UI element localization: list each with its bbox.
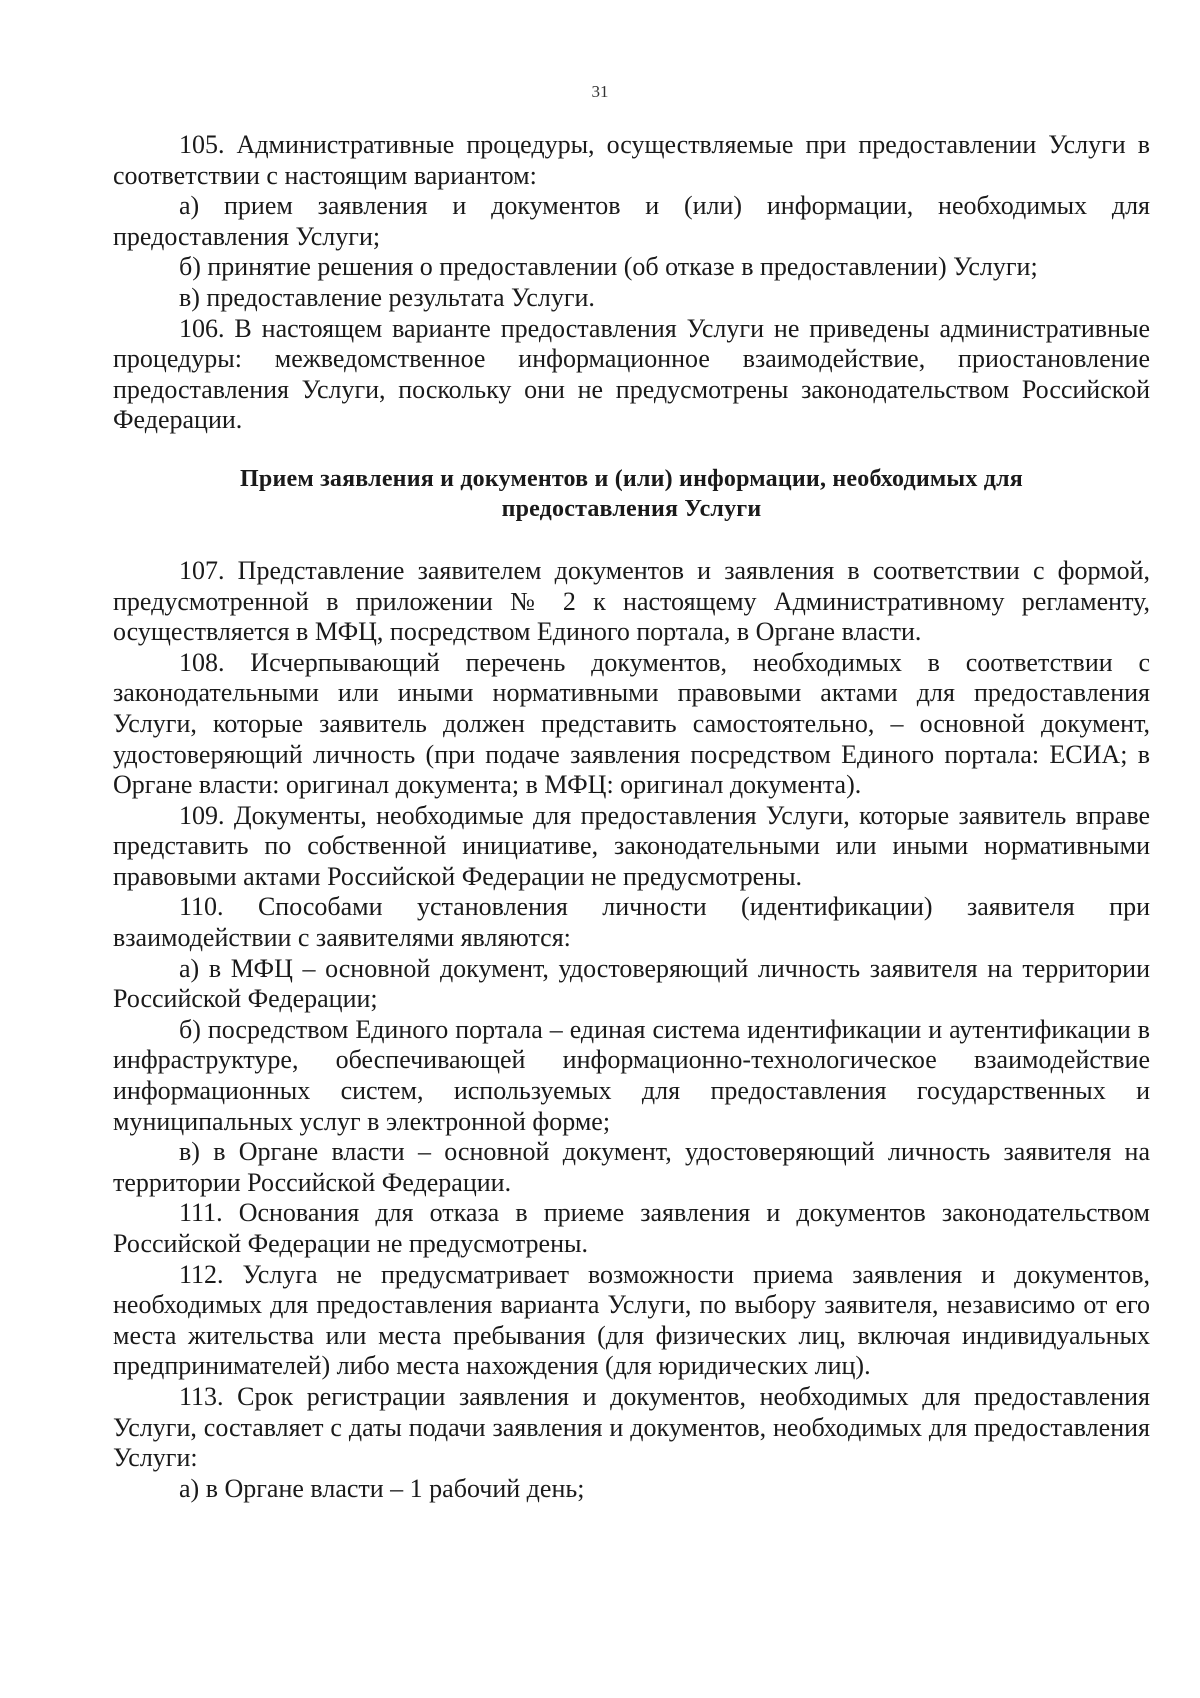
paragraph-113: 113. Срок регистрации заявления и документов, необходимых для предоставления Услуги, составляет с даты подачи заявления и документов, необходимых для предоставления Услуги: <box>113 1381 1150 1473</box>
paragraph-110-a: а) в МФЦ – основной документ, удостоверяющий личность заявителя на территории Российской Федерации; <box>113 953 1150 1014</box>
paragraph-110: 110. Способами установления личности (идентификации) заявителя при взаимодействии с заявителями являются: <box>113 892 1150 953</box>
paragraph-105-a: а) прием заявления и документов и (или) информации, необходимых для предоставления Услуги; <box>113 191 1150 251</box>
paragraph-110-b: б) посредством Единого портала – единая система идентификации и аутентификации в инфраструктуре, обеспечивающей информационно-технологическое взаимодействие информационных систем, используемых для предоставления государственных и муниципальных услуг в электронной форме; <box>113 1014 1150 1136</box>
paragraph-105-c: в) предоставление результата Услуги. <box>179 282 595 312</box>
page-number: 31 <box>591 82 609 101</box>
paragraph-107: 107. Представление заявителем документов и заявления в соответствии с формой, предусмотренной в приложении № 2 к настоящему Административному регламенту, осуществляется в МФЦ, посредством Единого портала, в Органе власти. <box>113 555 1150 647</box>
paragraph-111: 111. Основания для отказа в приеме заявления и документов законодательством Российской Федерации не предусмотрены. <box>113 1198 1150 1258</box>
paragraph-108: 108. Исчерпывающий перечень документов, необходимых в соответствии с законодательными или иными нормативными правовыми актами для предоставления Услуги, которые заявитель должен представить самостоятельно, – основной документ, удостоверяющий личность (при подаче заявления посредством Единого портала: ЕСИА; в Органе власти: оригинал документа; в МФЦ: оригинал документа). <box>113 647 1150 800</box>
paragraph-106: 106. В настоящем варианте предоставления Услуги не приведены административные процедуры: межведомственное информационное взаимодействие, приостановление предоставления Услуги, поскольку они не предусмотрены законодательством Российской Федерации. <box>113 313 1150 435</box>
section-heading-line-1: Прием заявления и документов и (или) информации, необходимых для <box>240 465 1023 492</box>
section-heading <box>113 464 1150 524</box>
paragraph-113-a: а) в Органе власти – 1 рабочий день; <box>179 1473 585 1503</box>
section-heading-line-2: предоставления Услуги <box>501 495 762 522</box>
paragraph-112: 112. Услуга не предусматривает возможности приема заявления и документов, необходимых для предоставления варианта Услуги, по выбору заявителя, независимо от его места жительства или места пребывания (для физических лиц, включая индивидуальных предпринимателей) либо места нахождения (для юридических лиц). <box>113 1259 1150 1381</box>
paragraph-109: 109. Документы, необходимые для предоставления Услуги, которые заявитель вправе представить по собственной инициативе, законодательными или иными нормативными правовыми актами Российской Федерации не предусмотрены. <box>113 800 1150 891</box>
document-body <box>113 130 1150 1504</box>
paragraph-110-c: в) в Органе власти – основной документ, удостоверяющий личность заявителя на территории Российской Федерации. <box>113 1137 1150 1197</box>
paragraph-105-b: б) принятие решения о предоставлении (об отказе в предоставлении) Услуги; <box>179 252 1038 282</box>
paragraph-105: 105. Административные процедуры, осуществляемые при предоставлении Услуги в соответствии с настоящим вариантом: <box>113 130 1150 190</box>
